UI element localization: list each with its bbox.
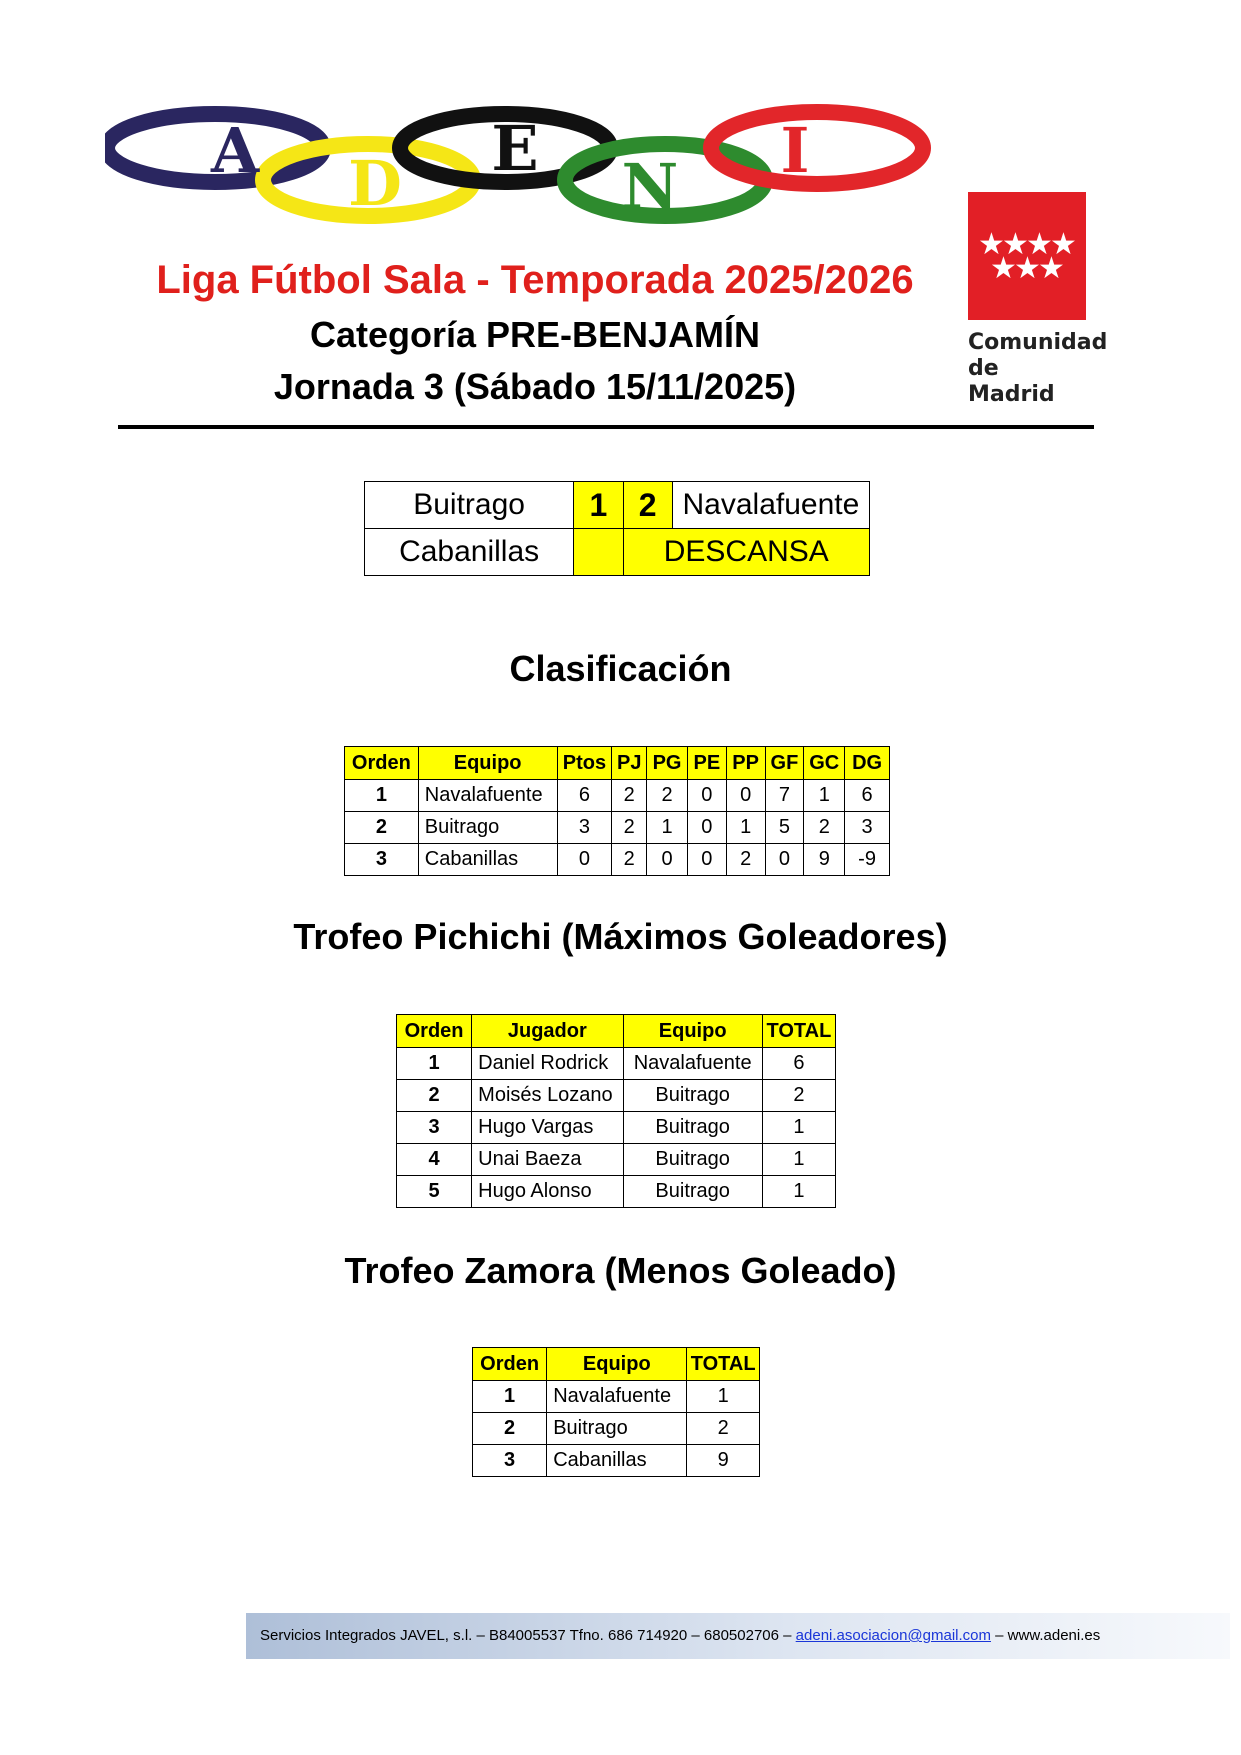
zamora-title: Trofeo Zamora (Menos Goleado) bbox=[344, 1250, 897, 1291]
cell-pe: 0 bbox=[687, 812, 726, 844]
col-orden: Orden bbox=[397, 1015, 472, 1048]
table-row bbox=[345, 780, 890, 812]
standings-table bbox=[344, 746, 890, 876]
footer-website: – www.adeni.es bbox=[995, 1627, 1101, 1644]
cell-dg: -9 bbox=[845, 844, 890, 876]
cell-orden: 3 bbox=[397, 1112, 472, 1144]
cell-gf: 5 bbox=[765, 812, 804, 844]
cell-orden: 1 bbox=[345, 780, 419, 812]
cell-gc: 2 bbox=[804, 812, 845, 844]
category-title: Categoría PRE-BENJAMÍN bbox=[309, 314, 761, 355]
col-gc: GC bbox=[804, 747, 845, 780]
col-ptos: Ptos bbox=[557, 747, 612, 780]
cell-total: 2 bbox=[762, 1080, 835, 1112]
cell-total: 9 bbox=[687, 1445, 760, 1477]
cell-pj: 2 bbox=[612, 780, 647, 812]
table-row bbox=[397, 1048, 836, 1080]
home-team: Buitrago bbox=[365, 482, 574, 529]
star-icon: ★ bbox=[1014, 251, 1041, 286]
header-divider bbox=[118, 425, 1094, 429]
table-row bbox=[345, 844, 890, 876]
scorers-title: Trofeo Pichichi (Máximos Goleadores) bbox=[293, 916, 948, 957]
footer-email-link[interactable]: adeni.asociacion@gmail.com bbox=[795, 1627, 991, 1644]
cell-dg: 6 bbox=[845, 780, 890, 812]
result-row bbox=[365, 482, 870, 529]
cell-dg: 3 bbox=[845, 812, 890, 844]
cell-orden: 2 bbox=[345, 812, 419, 844]
cell-pj: 2 bbox=[612, 844, 647, 876]
cell-pe: 0 bbox=[687, 844, 726, 876]
table-row bbox=[397, 1112, 836, 1144]
cell-jugador: Hugo Vargas bbox=[472, 1112, 623, 1144]
cell-pg: 0 bbox=[647, 844, 688, 876]
scorers-table bbox=[396, 1014, 836, 1208]
col-equipo: Equipo bbox=[418, 747, 557, 780]
home-goals: 1 bbox=[574, 482, 623, 529]
col-gf: GF bbox=[765, 747, 804, 780]
col-orden: Orden bbox=[473, 1348, 547, 1381]
cell-total: 2 bbox=[687, 1413, 760, 1445]
cell-orden: 2 bbox=[473, 1413, 547, 1445]
star-icon: ★ bbox=[1038, 251, 1065, 286]
col-jugador: Jugador bbox=[472, 1015, 623, 1048]
comunidad-madrid-name bbox=[968, 330, 1108, 408]
cell-total: 1 bbox=[687, 1381, 760, 1413]
standings-title: Clasificación bbox=[509, 648, 732, 689]
cell-ptos: 3 bbox=[557, 812, 612, 844]
cell-orden: 1 bbox=[397, 1048, 472, 1080]
matchday-title: Jornada 3 (Sábado 15/11/2025) bbox=[273, 366, 797, 407]
cell-gf: 7 bbox=[765, 780, 804, 812]
table-header-row bbox=[473, 1348, 760, 1381]
cell-ptos: 0 bbox=[557, 844, 612, 876]
star-icon: ★ bbox=[1002, 227, 1029, 262]
cell-equipo: Buitrago bbox=[547, 1413, 687, 1445]
table-row bbox=[473, 1445, 760, 1477]
away-team: Navalafuente bbox=[672, 482, 869, 529]
table-row bbox=[397, 1080, 836, 1112]
cell-jugador: Daniel Rodrick bbox=[472, 1048, 623, 1080]
rest-status: DESCANSA bbox=[623, 529, 869, 576]
table-row bbox=[397, 1144, 836, 1176]
cell-pg: 2 bbox=[647, 780, 688, 812]
cell-orden: 2 bbox=[397, 1080, 472, 1112]
empty-score bbox=[574, 529, 623, 576]
cell-orden: 1 bbox=[473, 1381, 547, 1413]
logo-letter-d: D bbox=[348, 147, 402, 220]
footer-company: Servicios Integrados JAVEL, s.l. – B84005537 Tfno. 686 714920 – 680502706 – bbox=[260, 1627, 792, 1644]
cell-pp: 1 bbox=[726, 812, 765, 844]
cell-orden: 3 bbox=[345, 844, 419, 876]
cell-equipo: Buitrago bbox=[623, 1176, 762, 1208]
col-pg: PG bbox=[647, 747, 688, 780]
result-row bbox=[365, 529, 870, 576]
cell-pp: 2 bbox=[726, 844, 765, 876]
cell-pg: 1 bbox=[647, 812, 688, 844]
logo-letter-a: A bbox=[210, 114, 260, 187]
cell-pe: 0 bbox=[687, 780, 726, 812]
adeni-logo bbox=[105, 100, 935, 235]
cell-equipo: Navalafuente bbox=[418, 780, 557, 812]
cell-total: 1 bbox=[762, 1112, 835, 1144]
col-equipo: Equipo bbox=[623, 1015, 762, 1048]
away-goals: 2 bbox=[623, 482, 672, 529]
table-row bbox=[345, 812, 890, 844]
cell-equipo: Navalafuente bbox=[547, 1381, 687, 1413]
table-header-row bbox=[345, 747, 890, 780]
cell-pj: 2 bbox=[612, 812, 647, 844]
zamora-table bbox=[472, 1347, 760, 1477]
star-icon: ★ bbox=[1050, 227, 1077, 262]
col-total: TOTAL bbox=[687, 1348, 760, 1381]
col-pe: PE bbox=[687, 747, 726, 780]
cell-equipo: Buitrago bbox=[418, 812, 557, 844]
cell-equipo: Buitrago bbox=[623, 1112, 762, 1144]
cell-jugador: Moisés Lozano bbox=[472, 1080, 623, 1112]
table-row bbox=[473, 1413, 760, 1445]
logo-letter-e: E bbox=[491, 112, 539, 185]
cam-line1: Comunidad bbox=[968, 330, 1108, 355]
cell-gf: 0 bbox=[765, 844, 804, 876]
league-title: Liga Fútbol Sala - Temporada 2025/2026 bbox=[156, 258, 914, 302]
star-icon: ★ bbox=[1026, 227, 1053, 262]
cell-equipo: Buitrago bbox=[623, 1080, 762, 1112]
logo-letter-i: I bbox=[780, 114, 810, 187]
cell-orden: 3 bbox=[473, 1445, 547, 1477]
cell-total: 1 bbox=[762, 1144, 835, 1176]
cell-orden: 5 bbox=[397, 1176, 472, 1208]
cell-gc: 9 bbox=[804, 844, 845, 876]
cell-equipo: Cabanillas bbox=[547, 1445, 687, 1477]
results-table bbox=[364, 481, 870, 576]
cell-total: 6 bbox=[762, 1048, 835, 1080]
comunidad-madrid-logo bbox=[968, 192, 1108, 408]
cell-equipo: Buitrago bbox=[623, 1144, 762, 1176]
col-pj: PJ bbox=[612, 747, 647, 780]
madrid-flag bbox=[968, 192, 1086, 320]
home-team: Cabanillas bbox=[365, 529, 574, 576]
col-pp: PP bbox=[726, 747, 765, 780]
col-dg: DG bbox=[845, 747, 890, 780]
star-icon: ★ bbox=[990, 251, 1017, 286]
cam-line2: de Madrid bbox=[968, 356, 1055, 407]
cell-jugador: Hugo Alonso bbox=[472, 1176, 623, 1208]
col-orden: Orden bbox=[345, 747, 419, 780]
col-total: TOTAL bbox=[762, 1015, 835, 1048]
table-header-row bbox=[397, 1015, 836, 1048]
cell-ptos: 6 bbox=[557, 780, 612, 812]
logo-letter-n: N bbox=[621, 150, 679, 223]
col-equipo: Equipo bbox=[547, 1348, 687, 1381]
footer-bar bbox=[246, 1613, 1230, 1659]
cell-total: 1 bbox=[762, 1176, 835, 1208]
cell-orden: 4 bbox=[397, 1144, 472, 1176]
star-icon: ★ bbox=[978, 227, 1005, 262]
cell-gc: 1 bbox=[804, 780, 845, 812]
cell-equipo: Navalafuente bbox=[623, 1048, 762, 1080]
table-row bbox=[473, 1381, 760, 1413]
table-row bbox=[397, 1176, 836, 1208]
cell-equipo: Cabanillas bbox=[418, 844, 557, 876]
cell-jugador: Unai Baeza bbox=[472, 1144, 623, 1176]
cell-pp: 0 bbox=[726, 780, 765, 812]
